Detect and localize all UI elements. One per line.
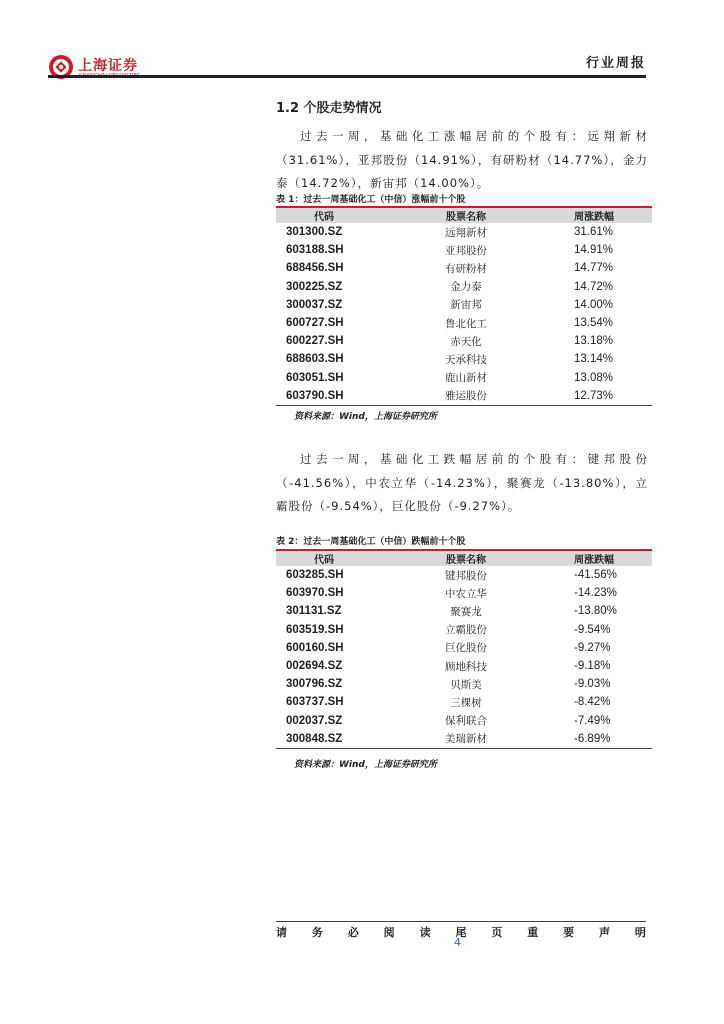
table-row	[276, 712, 652, 730]
table-row	[276, 296, 652, 314]
table-row	[276, 223, 652, 241]
stock-code: 600227.SH	[286, 335, 344, 348]
disclaimer-char: 声	[599, 926, 611, 939]
stock-name: 保利联合	[445, 715, 487, 728]
table1	[276, 206, 652, 406]
weekly-change: 13.54%	[574, 317, 614, 330]
header-divider	[48, 75, 646, 78]
page-number: 4	[454, 936, 461, 949]
disclaimer-char: 读	[419, 926, 431, 939]
stock-code: 300848.SZ	[286, 732, 343, 745]
losers-paragraph	[276, 448, 648, 519]
stock-code: 301300.SZ	[286, 226, 343, 239]
weekly-change: -9.54%	[574, 623, 611, 636]
disclaimer-char: 要	[563, 926, 575, 939]
stock-code: 603051.SH	[286, 371, 344, 384]
weekly-change: -7.49%	[574, 714, 611, 727]
table1-caption: 表 1：过去一周基础化工（中信）涨幅前十个股	[276, 195, 466, 205]
stock-code: 600727.SH	[286, 317, 344, 330]
stock-name: 金力泰	[450, 281, 482, 294]
weekly-change: -14.23%	[574, 587, 617, 600]
weekly-change: 31.61%	[574, 226, 614, 239]
table1-header-change: 周涨跌幅	[574, 212, 614, 223]
report-type-label: 行业周报	[585, 56, 646, 71]
stock-name: 贝斯美	[450, 678, 482, 691]
stock-code: 300225.SZ	[286, 280, 343, 293]
table2-bottom-rule	[276, 748, 652, 749]
table2-body	[276, 566, 652, 748]
weekly-change: 13.18%	[574, 335, 614, 348]
disclaimer-char: 务	[311, 926, 323, 939]
stock-code: 603188.SH	[286, 244, 344, 257]
stock-name: 远翔新材	[445, 226, 487, 239]
table-row	[276, 259, 652, 277]
weekly-change: 13.14%	[574, 353, 614, 366]
stock-name: 天承科技	[445, 353, 487, 366]
weekly-change: -9.03%	[574, 678, 611, 691]
weekly-change: 14.77%	[574, 262, 614, 275]
table1-header-name: 股票名称	[446, 212, 486, 223]
stock-name: 新宙邦	[450, 299, 482, 312]
table2-header-name: 股票名称	[446, 555, 486, 566]
stock-code: 688456.SH	[286, 262, 344, 275]
stock-name: 三棵树	[450, 696, 482, 709]
table-row	[276, 602, 652, 620]
table-row	[276, 675, 652, 693]
disclaimer-char: 尾	[455, 926, 467, 939]
stock-name: 有研粉材	[445, 262, 487, 275]
table-row	[276, 639, 652, 657]
stock-code: 603790.SH	[286, 389, 344, 402]
weekly-change: 13.08%	[574, 371, 614, 384]
table2-source: 资料来源：Wind，上海证券研究所	[294, 760, 437, 770]
table1-header-row	[276, 206, 652, 223]
stock-code: 002037.SZ	[286, 714, 343, 727]
stock-name: 巨化股份	[445, 642, 487, 655]
stock-code: 600160.SH	[286, 641, 344, 654]
stock-name: 立霸股份	[445, 624, 487, 637]
table2-header-change: 周涨跌幅	[574, 555, 614, 566]
table-row	[276, 657, 652, 675]
stock-code: 603519.SH	[286, 623, 344, 636]
weekly-change: -9.27%	[574, 641, 611, 654]
gainers-paragraph	[276, 125, 648, 196]
disclaimer-char: 请	[276, 926, 287, 939]
table2	[276, 549, 652, 749]
stock-name: 赤天化	[450, 335, 482, 348]
disclaimer-char: 阅	[383, 926, 395, 939]
disclaimer-char: 明	[634, 926, 646, 939]
table-row	[276, 621, 652, 639]
weekly-change: 14.91%	[574, 244, 614, 257]
table-row	[276, 730, 652, 748]
table-row	[276, 566, 652, 584]
table2-header-code: 代码	[314, 555, 334, 566]
stock-name: 顾地科技	[445, 660, 487, 673]
stock-name: 美瑞新材	[445, 733, 487, 746]
table-row	[276, 350, 652, 368]
table-row	[276, 314, 652, 332]
table1-header-code: 代码	[314, 212, 334, 223]
stock-code: 603970.SH	[286, 587, 344, 600]
stock-name: 聚赛龙	[450, 605, 482, 618]
disclaimer-char: 重	[527, 926, 539, 939]
weekly-change: -9.18%	[574, 660, 611, 673]
table-row	[276, 332, 652, 350]
table1-bottom-rule	[276, 405, 652, 406]
table-row	[276, 693, 652, 711]
table1-source: 资料来源：Wind，上海证券研究所	[294, 412, 437, 422]
stock-code: 301131.SZ	[286, 605, 342, 618]
stock-code: 603737.SH	[286, 696, 344, 709]
stock-code: 300037.SZ	[286, 298, 343, 311]
stock-code: 688603.SH	[286, 353, 344, 366]
table-row	[276, 584, 652, 602]
table-row	[276, 241, 652, 259]
stock-name: 雅运股份	[445, 390, 487, 403]
losers-text: 过去一周，基础化工跌幅居前的个股有：键邦股份（-41.56%），中农立华（-14.23%），聚赛龙（-13.80%），立霸股份（-9.54%），巨化股份（-9.27%）。	[276, 452, 648, 513]
disclaimer-char: 必	[347, 926, 359, 939]
table1-body	[276, 223, 652, 405]
footer-divider	[276, 921, 646, 922]
table2-header-row	[276, 549, 652, 566]
weekly-change: -8.42%	[574, 696, 611, 709]
stock-name: 键邦股份	[445, 569, 487, 582]
table-row	[276, 278, 652, 296]
stock-name: 鲁北化工	[445, 317, 487, 330]
table-row	[276, 369, 652, 387]
stock-name: 中农立华	[445, 587, 487, 600]
footer-disclaimer	[276, 924, 646, 940]
disclaimer-char: 页	[491, 926, 503, 939]
weekly-change: -6.89%	[574, 732, 611, 745]
weekly-change: 14.72%	[574, 280, 614, 293]
logo-text-cn: 上海证券	[78, 58, 138, 74]
stock-code: 300796.SZ	[286, 678, 343, 691]
stock-code: 603285.SH	[286, 569, 344, 582]
weekly-change: -41.56%	[574, 569, 617, 582]
section-title: 1.2 个股走势情况	[276, 101, 382, 116]
weekly-change: -13.80%	[574, 605, 617, 618]
weekly-change: 12.73%	[574, 389, 614, 402]
table-row	[276, 387, 652, 405]
gainers-text: 过去一周，基础化工涨幅居前的个股有：远翔新材（31.61%），亚邦股份（14.91%），有研粉材（14.77%），金力泰（14.72%），新宙邦（14.00%）。	[276, 129, 648, 190]
stock-name: 鹿山新材	[445, 372, 487, 385]
weekly-change: 14.00%	[574, 298, 614, 311]
table2-caption: 表 2：过去一周基础化工（中信）跌幅前十个股	[276, 537, 466, 547]
stock-code: 002694.SZ	[286, 660, 343, 673]
stock-name: 亚邦股份	[445, 244, 487, 257]
